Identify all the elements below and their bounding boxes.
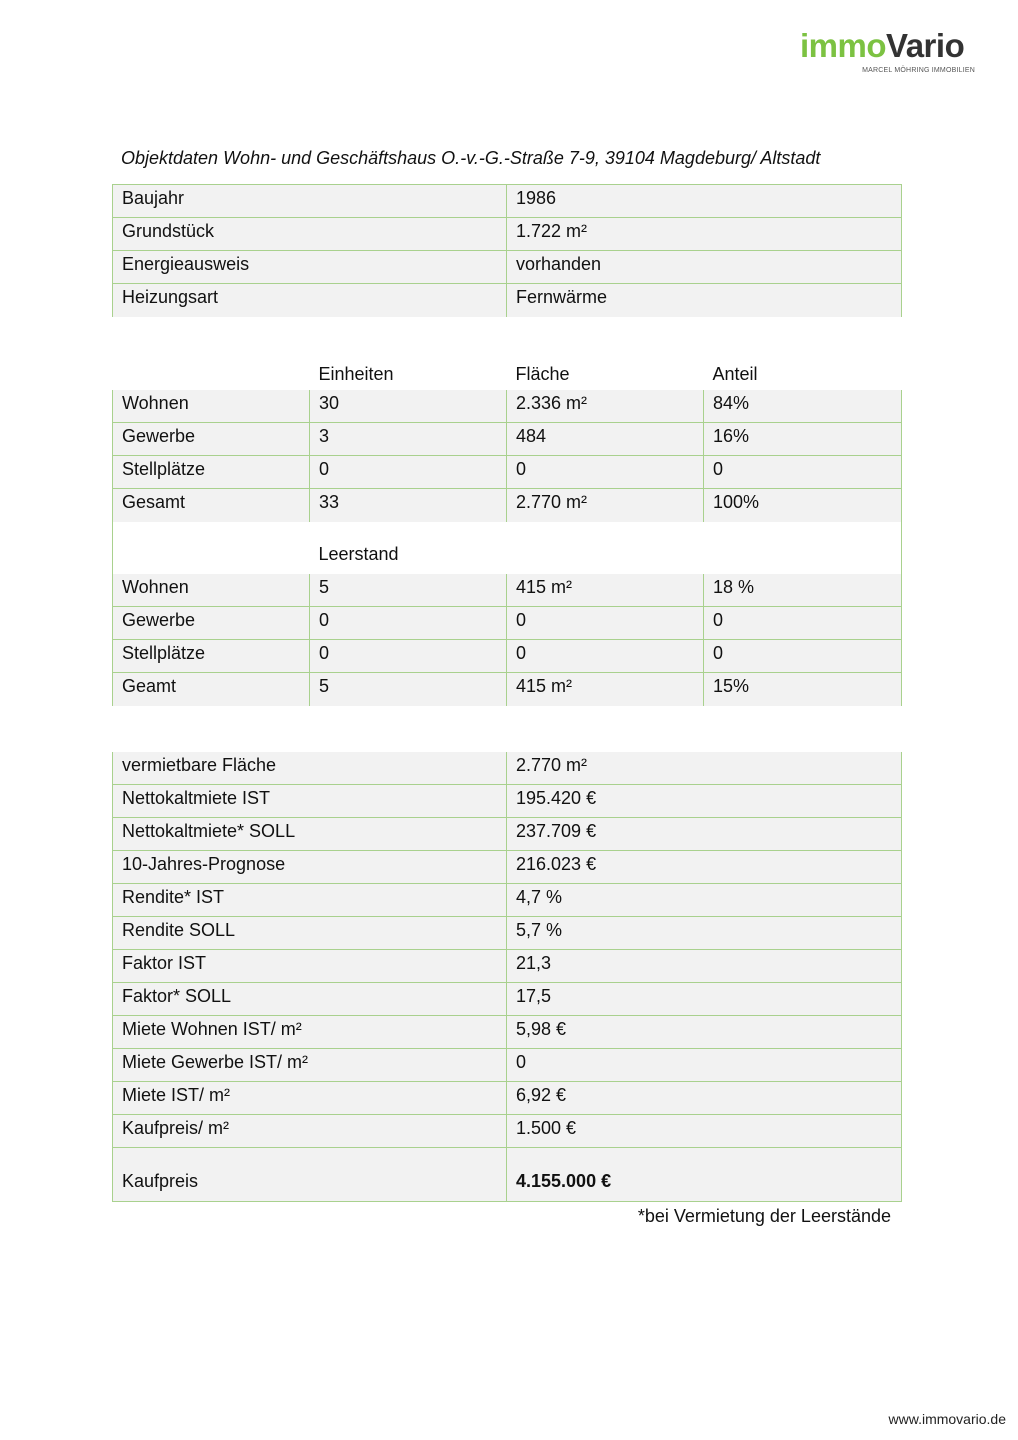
table-cell bbox=[113, 522, 310, 574]
table-row bbox=[113, 950, 902, 983]
table-cell: 6,92 € bbox=[507, 1082, 902, 1115]
table-row bbox=[113, 1082, 902, 1115]
table-cell: 0 bbox=[507, 456, 704, 489]
table-row bbox=[113, 423, 902, 456]
table-cell: 10-Jahres-Prognose bbox=[113, 851, 507, 884]
finance-table bbox=[112, 752, 902, 1203]
table-row bbox=[113, 574, 902, 607]
table-row bbox=[113, 218, 902, 251]
table-cell: Miete Gewerbe IST/ m² bbox=[113, 1049, 507, 1082]
table-cell: 0 bbox=[507, 640, 704, 673]
table-cell: 3 bbox=[310, 423, 507, 456]
table-cell: 0 bbox=[507, 607, 704, 640]
table-cell: Stellplätze bbox=[113, 456, 310, 489]
table-cell: Geamt bbox=[113, 673, 310, 706]
table-cell: Gesamt bbox=[113, 489, 310, 522]
units-table bbox=[112, 361, 902, 706]
table-cell: 237.709 € bbox=[507, 818, 902, 851]
table-cell: 1.500 € bbox=[507, 1115, 902, 1148]
table-cell: Faktor* SOLL bbox=[113, 983, 507, 1016]
table-cell: 16% bbox=[704, 423, 902, 456]
table-cell: 4,7 % bbox=[507, 884, 902, 917]
table-cell: 5 bbox=[310, 574, 507, 607]
table-row bbox=[113, 489, 902, 522]
logo-tagline: MARCEL MÖHRING IMMOBILIEN bbox=[862, 67, 975, 74]
table-row bbox=[113, 884, 902, 917]
table-cell: Fläche bbox=[507, 361, 704, 390]
table-row bbox=[113, 607, 902, 640]
table-cell: 216.023 € bbox=[507, 851, 902, 884]
table-cell: 2.770 m² bbox=[507, 752, 902, 785]
table-row bbox=[113, 851, 902, 884]
table-cell: 5,98 € bbox=[507, 1016, 902, 1049]
table-row bbox=[113, 1148, 902, 1202]
table-row bbox=[113, 1115, 902, 1148]
vacancy-label: Leerstand bbox=[310, 522, 507, 574]
table-cell: Miete Wohnen IST/ m² bbox=[113, 1016, 507, 1049]
table-row bbox=[113, 785, 902, 818]
table-cell: 2.336 m² bbox=[507, 390, 704, 423]
table-cell: Heizungsart bbox=[113, 284, 507, 317]
table-cell: Energieausweis bbox=[113, 251, 507, 284]
table-cell: 415 m² bbox=[507, 574, 704, 607]
table-row bbox=[113, 284, 902, 317]
table-cell: 2.770 m² bbox=[507, 489, 704, 522]
table-cell: vermietbare Fläche bbox=[113, 752, 507, 785]
table-cell: Faktor IST bbox=[113, 950, 507, 983]
table-cell: 0 bbox=[310, 640, 507, 673]
table-cell: 100% bbox=[704, 489, 902, 522]
table-cell: Miete IST/ m² bbox=[113, 1082, 507, 1115]
table-cell: 5,7 % bbox=[507, 917, 902, 950]
table-cell: 1986 bbox=[507, 185, 902, 218]
table-row bbox=[113, 983, 902, 1016]
table-cell: 18 % bbox=[704, 574, 902, 607]
table-cell: Fernwärme bbox=[507, 284, 902, 317]
footnote: *bei Vermietung der Leerstände bbox=[637, 1206, 891, 1226]
table-row bbox=[113, 185, 902, 218]
table-row bbox=[113, 673, 902, 706]
table-cell: 0 bbox=[507, 1049, 902, 1082]
table-row bbox=[113, 251, 902, 284]
table-cell: 0 bbox=[704, 456, 902, 489]
table-cell: Nettokaltmiete IST bbox=[113, 785, 507, 818]
table-cell: 84% bbox=[704, 390, 902, 423]
logo-text-dark: Vario bbox=[886, 27, 965, 64]
document-title: Objektdaten Wohn- und Geschäftshaus O.-v.-G.-Straße 7-9, 39104 Magdeburg/ Altstadt bbox=[121, 148, 821, 168]
table-cell: 0 bbox=[310, 607, 507, 640]
table-cell: Kaufpreis/ m² bbox=[113, 1115, 507, 1148]
table-cell: Rendite SOLL bbox=[113, 917, 507, 950]
table-cell bbox=[507, 522, 902, 574]
table-row bbox=[113, 752, 902, 785]
table-cell: vorhanden bbox=[507, 251, 902, 284]
table-row bbox=[113, 640, 902, 673]
table-cell: 33 bbox=[310, 489, 507, 522]
table-cell: Kaufpreis bbox=[113, 1148, 507, 1202]
table-cell: Anteil bbox=[704, 361, 902, 390]
table-cell: 15% bbox=[704, 673, 902, 706]
table-row bbox=[113, 917, 902, 950]
table-cell: Wohnen bbox=[113, 390, 310, 423]
table-cell: 5 bbox=[310, 673, 507, 706]
table-cell: 0 bbox=[704, 607, 902, 640]
table-cell: Grundstück bbox=[113, 218, 507, 251]
table-cell: Nettokaltmiete* SOLL bbox=[113, 818, 507, 851]
table-cell bbox=[113, 361, 310, 390]
table-row bbox=[113, 361, 902, 390]
general-table bbox=[112, 184, 902, 317]
logo-wordmark bbox=[800, 28, 975, 64]
table-cell: Rendite* IST bbox=[113, 884, 507, 917]
table-row bbox=[113, 390, 902, 423]
table-cell: Gewerbe bbox=[113, 607, 310, 640]
logo-text-green: immo bbox=[800, 27, 887, 64]
website-url[interactable]: www.immovario.de bbox=[888, 1411, 1006, 1427]
table-cell: Wohnen bbox=[113, 574, 310, 607]
table-cell: 0 bbox=[310, 456, 507, 489]
table-cell: 1.722 m² bbox=[507, 218, 902, 251]
table-row bbox=[113, 456, 902, 489]
vacancy-header-row bbox=[113, 522, 902, 574]
table-cell: Stellplätze bbox=[113, 640, 310, 673]
table-cell: 415 m² bbox=[507, 673, 704, 706]
table-cell: 195.420 € bbox=[507, 785, 902, 818]
table-cell: 4.155.000 € bbox=[507, 1148, 902, 1202]
logo bbox=[800, 28, 975, 75]
table-cell: 30 bbox=[310, 390, 507, 423]
table-row bbox=[113, 1016, 902, 1049]
table-row bbox=[113, 1049, 902, 1082]
table-cell: Einheiten bbox=[310, 361, 507, 390]
table-cell: 0 bbox=[704, 640, 902, 673]
table-cell: Gewerbe bbox=[113, 423, 310, 456]
content bbox=[112, 146, 901, 1228]
table-cell: 21,3 bbox=[507, 950, 902, 983]
table-row bbox=[113, 818, 902, 851]
table-cell: 17,5 bbox=[507, 983, 902, 1016]
table-cell: 484 bbox=[507, 423, 704, 456]
table-cell: Baujahr bbox=[113, 185, 507, 218]
